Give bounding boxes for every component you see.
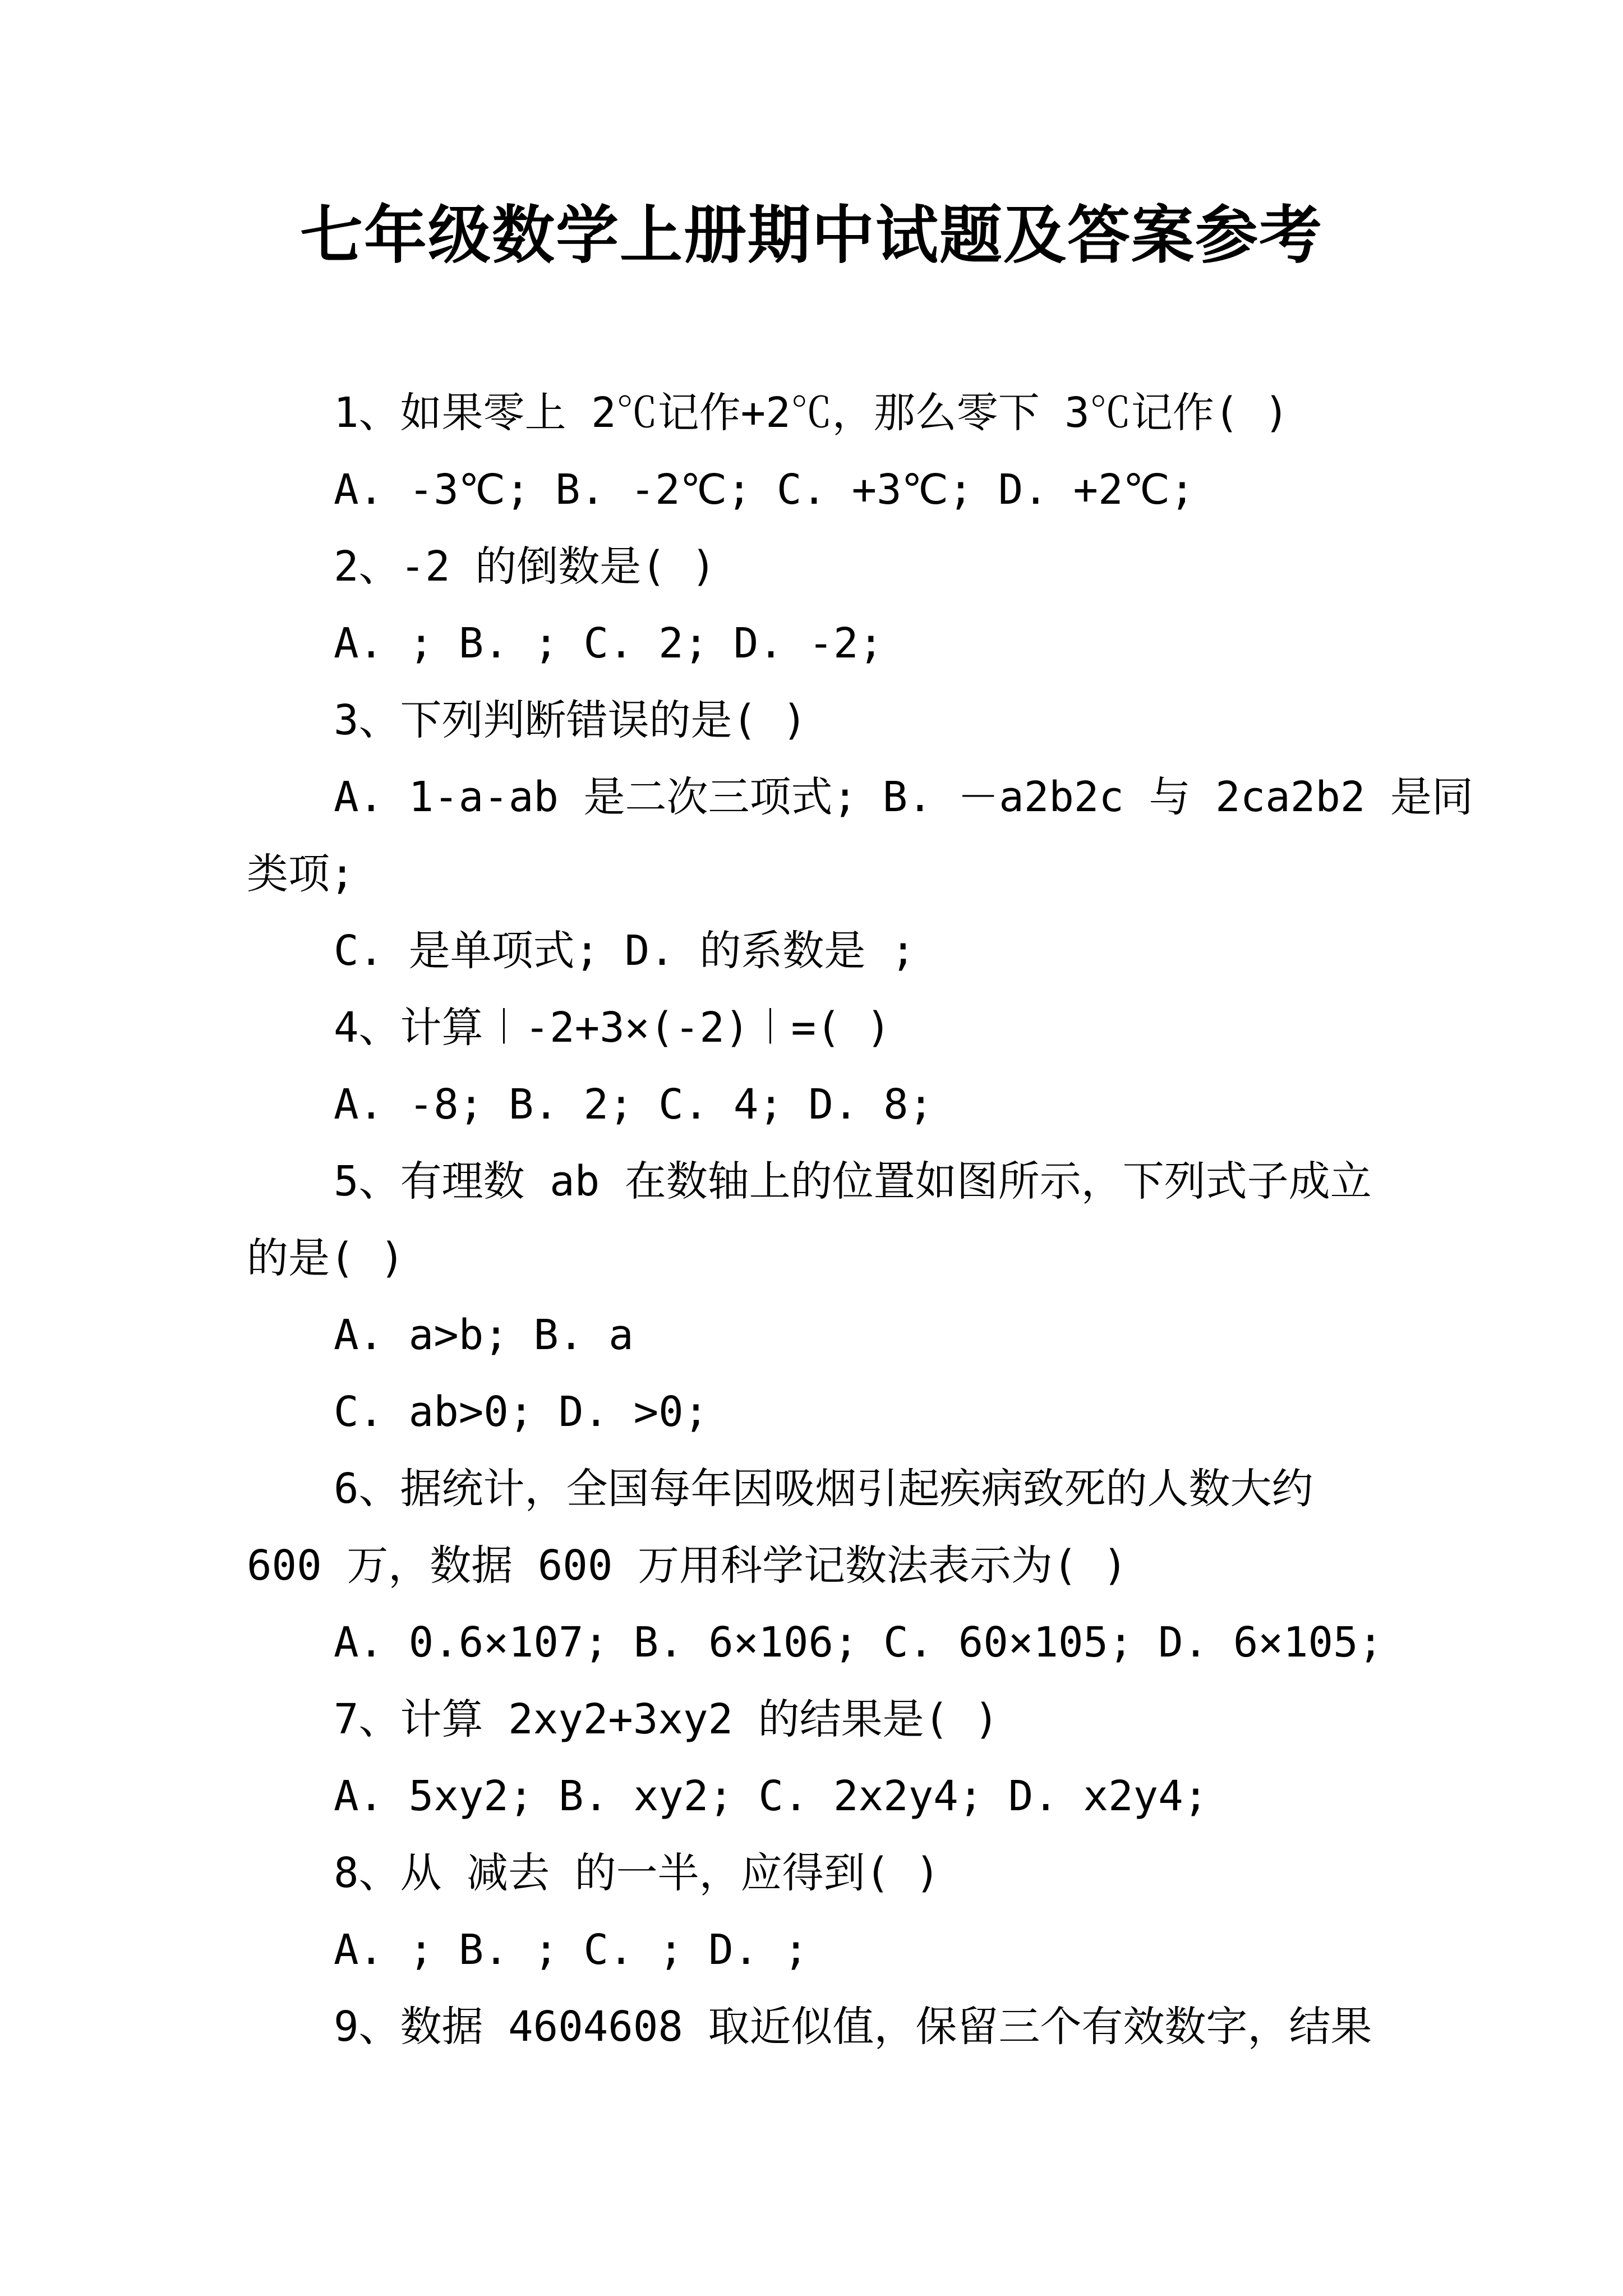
question-1: 1、如果零上 2℃记作+2℃，那么零下 3℃记作( ) <box>334 389 1289 437</box>
question-7-options: A. 5xy2; B. xy2; C. 2x2y4; D. x2y4; <box>334 1772 1209 1820</box>
question-3-options-line-2: 类项; <box>247 850 355 898</box>
question-6-options: A. 0.6×107; B. 6×106; C. 60×105; D. 6×105; <box>334 1618 1384 1667</box>
question-3-options-line-3: C. 是单项式; D. 的系数是 ; <box>334 927 916 975</box>
question-3: 3、下列判断错误的是( ) <box>334 696 808 744</box>
question-5-line-2: 的是( ) <box>247 1234 405 1282</box>
question-5-options-line-2: C. ab>0; D. >0; <box>334 1388 709 1436</box>
question-6-line-1: 6、据统计，全国每年因吸烟引起疾病致死的人数大约 <box>334 1465 1313 1513</box>
question-2-options: A. ; B. ; C. 2; D. -2; <box>334 619 884 668</box>
question-4: 4、计算︱-2+3×(-2)︱=( ) <box>334 1004 891 1052</box>
question-1-options: A. -3℃; B. -2℃; C. +3℃; D. +2℃; <box>334 466 1195 514</box>
question-7: 7、计算 2xy2+3xy2 的结果是( ) <box>334 1695 999 1743</box>
question-8-options: A. ; B. ; C. ; D. ; <box>334 1926 809 1974</box>
question-4-options: A. -8; B. 2; C. 4; D. 8; <box>334 1080 934 1129</box>
question-2: 2、-2 的倒数是( ) <box>334 542 716 591</box>
question-3-options-line-1: A. 1-a-ab 是二次三项式; B. －a2b2c 与 2ca2b2 是同 <box>334 773 1473 821</box>
question-5-options-line-1: A. a>b; B. a <box>334 1311 634 1359</box>
question-9: 9、数据 4604608 取近似值，保留三个有效数字，结果 <box>334 2003 1372 2051</box>
question-8: 8、从 减去 的一半，应得到( ) <box>334 1849 940 1897</box>
question-6-line-2: 600 万，数据 600 万用科学记数法表示为( ) <box>247 1542 1128 1590</box>
page-title: 七年级数学上册期中试题及答案参考 <box>300 199 1323 272</box>
question-5-line-1: 5、有理数 ab 在数轴上的位置如图所示，下列式子成立 <box>334 1157 1372 1205</box>
